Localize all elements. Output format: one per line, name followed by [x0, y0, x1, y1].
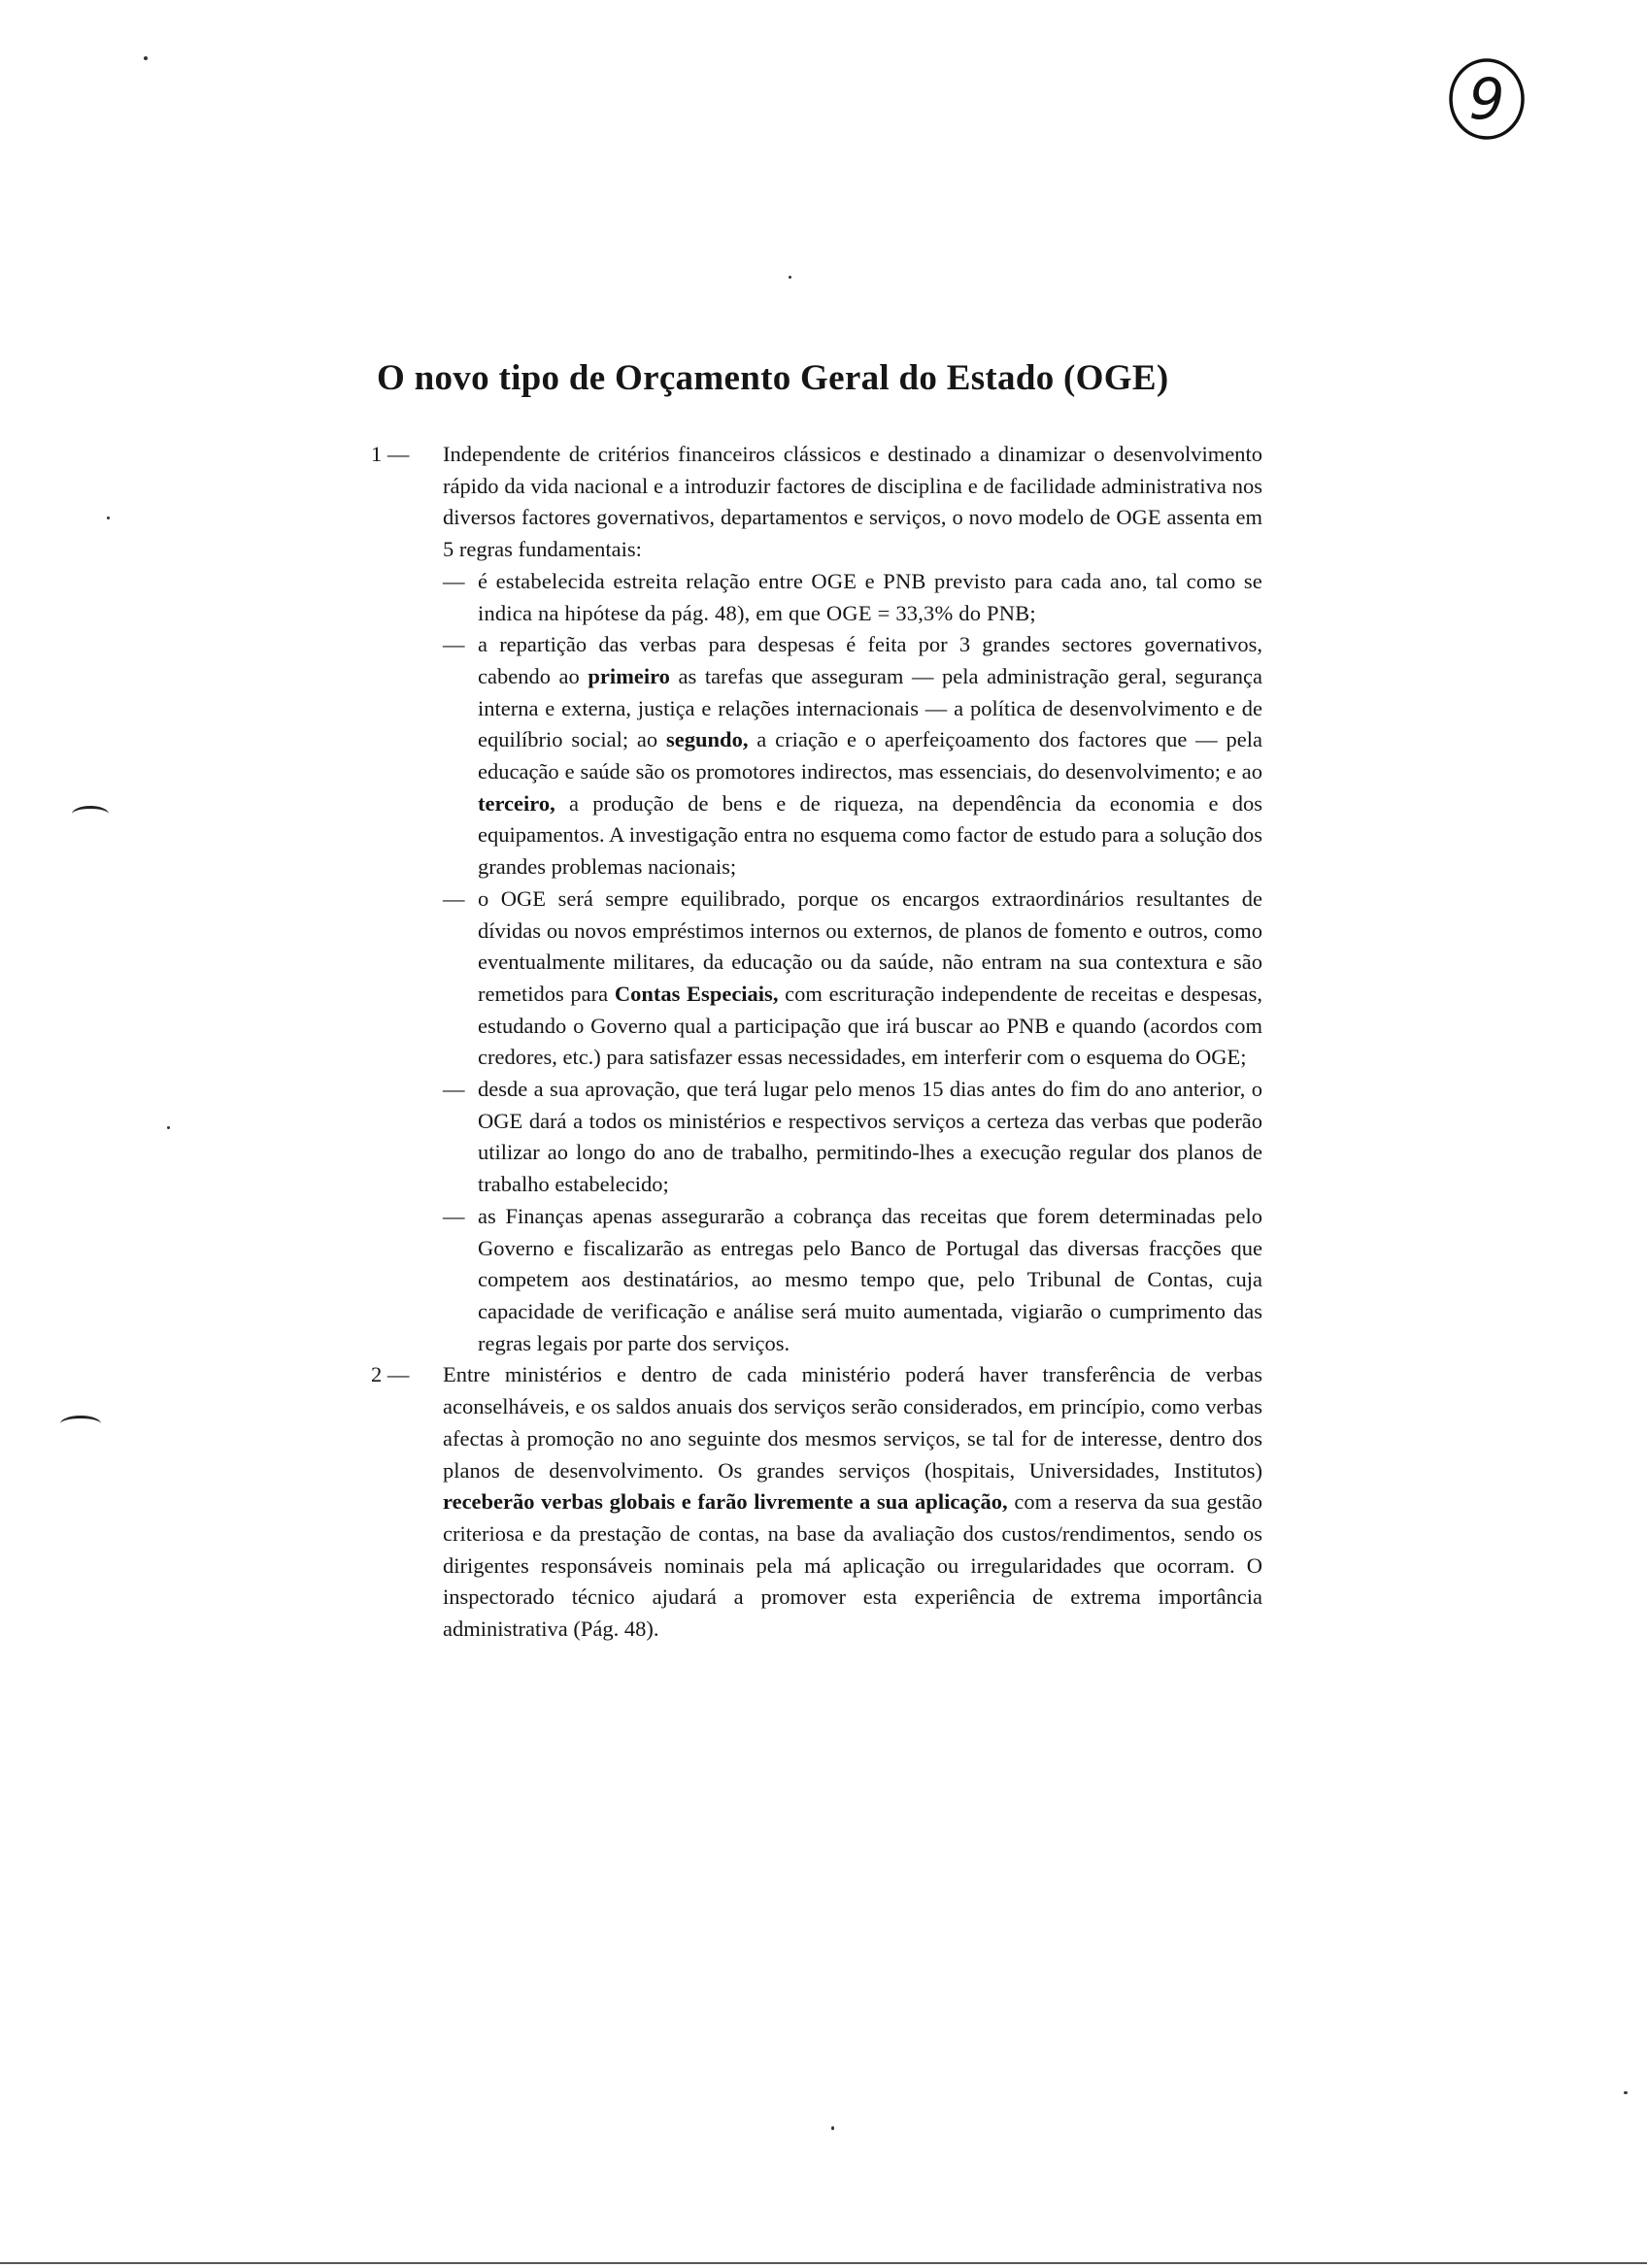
rule-text: o OGE será sempre equilibrado, porque os encargos extraordinários resultantes de dívidas ou novos empréstimos internos ou externos, de planos de fomento e outros, como eventualmente militares, da educação ou da saúde, não entram na sua contextura e são remetidos para Contas Especiais, com escrituração independente de receitas e despesas, estudando o Governo qual a participação que irá buscar ao PNB e quando (acordos com credores, etc.) para satisfazer essas necessidades, em interferir com o esquema do OGE; — [478, 885, 1262, 1070]
document-title: O novo tipo de Orçamento Geral do Estado (OGE) — [377, 358, 1169, 398]
section-number: 2 — — [371, 1362, 410, 1387]
rule-text: é estabelecida estreita relação entre OGE e PNB previsto para cada ano, tal como se indica na hipótese da pág. 48), em que OGE = 33,3% do PNB; — [478, 568, 1262, 625]
emphasis: receberão verbas globais e farão livremente a sua aplicação, — [443, 1489, 1008, 1515]
scan-mark — [72, 806, 109, 822]
document-body — [371, 439, 1262, 1646]
emphasis: primeiro — [588, 663, 670, 688]
rules-list — [443, 566, 1262, 1360]
emphasis: Contas Especiais, — [614, 981, 779, 1006]
page-number: 9 — [1468, 66, 1505, 132]
dash-marker: — — [443, 1203, 465, 1228]
dash-marker: — — [443, 885, 465, 911]
handwritten-page-number — [1447, 56, 1527, 142]
rule-text: as Finanças apenas assegurarão a cobrança das receitas que forem determinadas pelo Governo e fiscalizarão as entregas pelo Banco de Portugal das diversas fracções que competem aos destinatários, ao mesmo tempo que, pelo Tribunal de Contas, cuja capacidade de verificação e análise será muito aumentada, vigiarão o cumprimento das regras legais por parte dos serviços. — [478, 1203, 1262, 1355]
dash-marker: — — [443, 632, 465, 657]
dash-marker: — — [443, 1077, 465, 1102]
list-item — [443, 566, 1262, 629]
section-2 — [371, 1359, 1262, 1645]
dash-marker: — — [443, 568, 465, 593]
list-item — [443, 1074, 1262, 1201]
list-item — [443, 629, 1262, 884]
section-1 — [371, 439, 1262, 1359]
emphasis: segundo, — [666, 727, 749, 752]
scan-speck — [1624, 2091, 1628, 2094]
scan-speck — [831, 2126, 834, 2130]
page-bottom-edge — [0, 2262, 1647, 2264]
emphasis: terceiro, — [478, 790, 555, 816]
scan-speck — [107, 517, 110, 519]
scan-mark — [60, 1416, 101, 1432]
section-text: Entre ministérios e dentro de cada ministério poderá haver transferência de verbas aconselháveis, e os saldos anuais dos serviços serão considerados, em princípio, como verbas afectas à promoção no ano seguinte dos mesmos serviços, se tal for de interesse, dentro dos planos de desenvolvimento. Os grandes serviços (hospitais, Universidades, Institutos) receberão verbas globais e farão livremente a sua aplicação, com a reserva da sua gestão criteriosa e da prestação de contas, na base da avaliação dos custos/rendimentos, sendo os dirigentes responsáveis nominais pela má aplicação ou irregularidades que ocorram. O inspectorado técnico ajudará a promover esta experiência de extrema importância administrativa (Pág. 48). — [443, 1362, 1263, 1642]
rule-text: desde a sua aprovação, que terá lugar pelo menos 15 dias antes do fim do ano anterior, o OGE dará a todos os ministérios e respectivos serviços a certeza das verbas que poderão utilizar ao longo do ano de trabalho, permitindo-lhes a execução regular dos planos de trabalho estabelecido; — [478, 1077, 1262, 1197]
scan-speck — [167, 1126, 170, 1129]
section-intro: Independente de critérios financeiros clássicos e destinado a dinamizar o desenvolvimento rápido da vida nacional e a introduzir factores de disciplina e de facilidade administrativa nos diversos factores governativos, departamentos e serviços, o novo modelo de OGE assenta em 5 regras fundamentais: — [443, 442, 1262, 562]
list-item — [443, 884, 1262, 1074]
section-number: 1 — — [371, 442, 410, 466]
scan-speck — [789, 276, 791, 279]
scan-speck — [144, 56, 148, 60]
list-item — [443, 1201, 1262, 1360]
rule-text: a repartição das verbas para despesas é feita por 3 grandes sectores governativos, cabendo ao primeiro as tarefas que asseguram — pela administração geral, segurança interna e externa, justiça e relações internacionais — a política de desenvolvimento e de equilíbrio social; ao segundo, a criação e o aperfeiçoamento dos factores que — pela educação e saúde são os promotores indirectos, mas essenciais, do desenvolvimento; e ao terceiro, a produção de bens e de riqueza, na dependência da economia e dos equipamentos. A investigação entra no esquema como factor de estudo para a solução dos grandes problemas nacionais; — [478, 632, 1262, 880]
